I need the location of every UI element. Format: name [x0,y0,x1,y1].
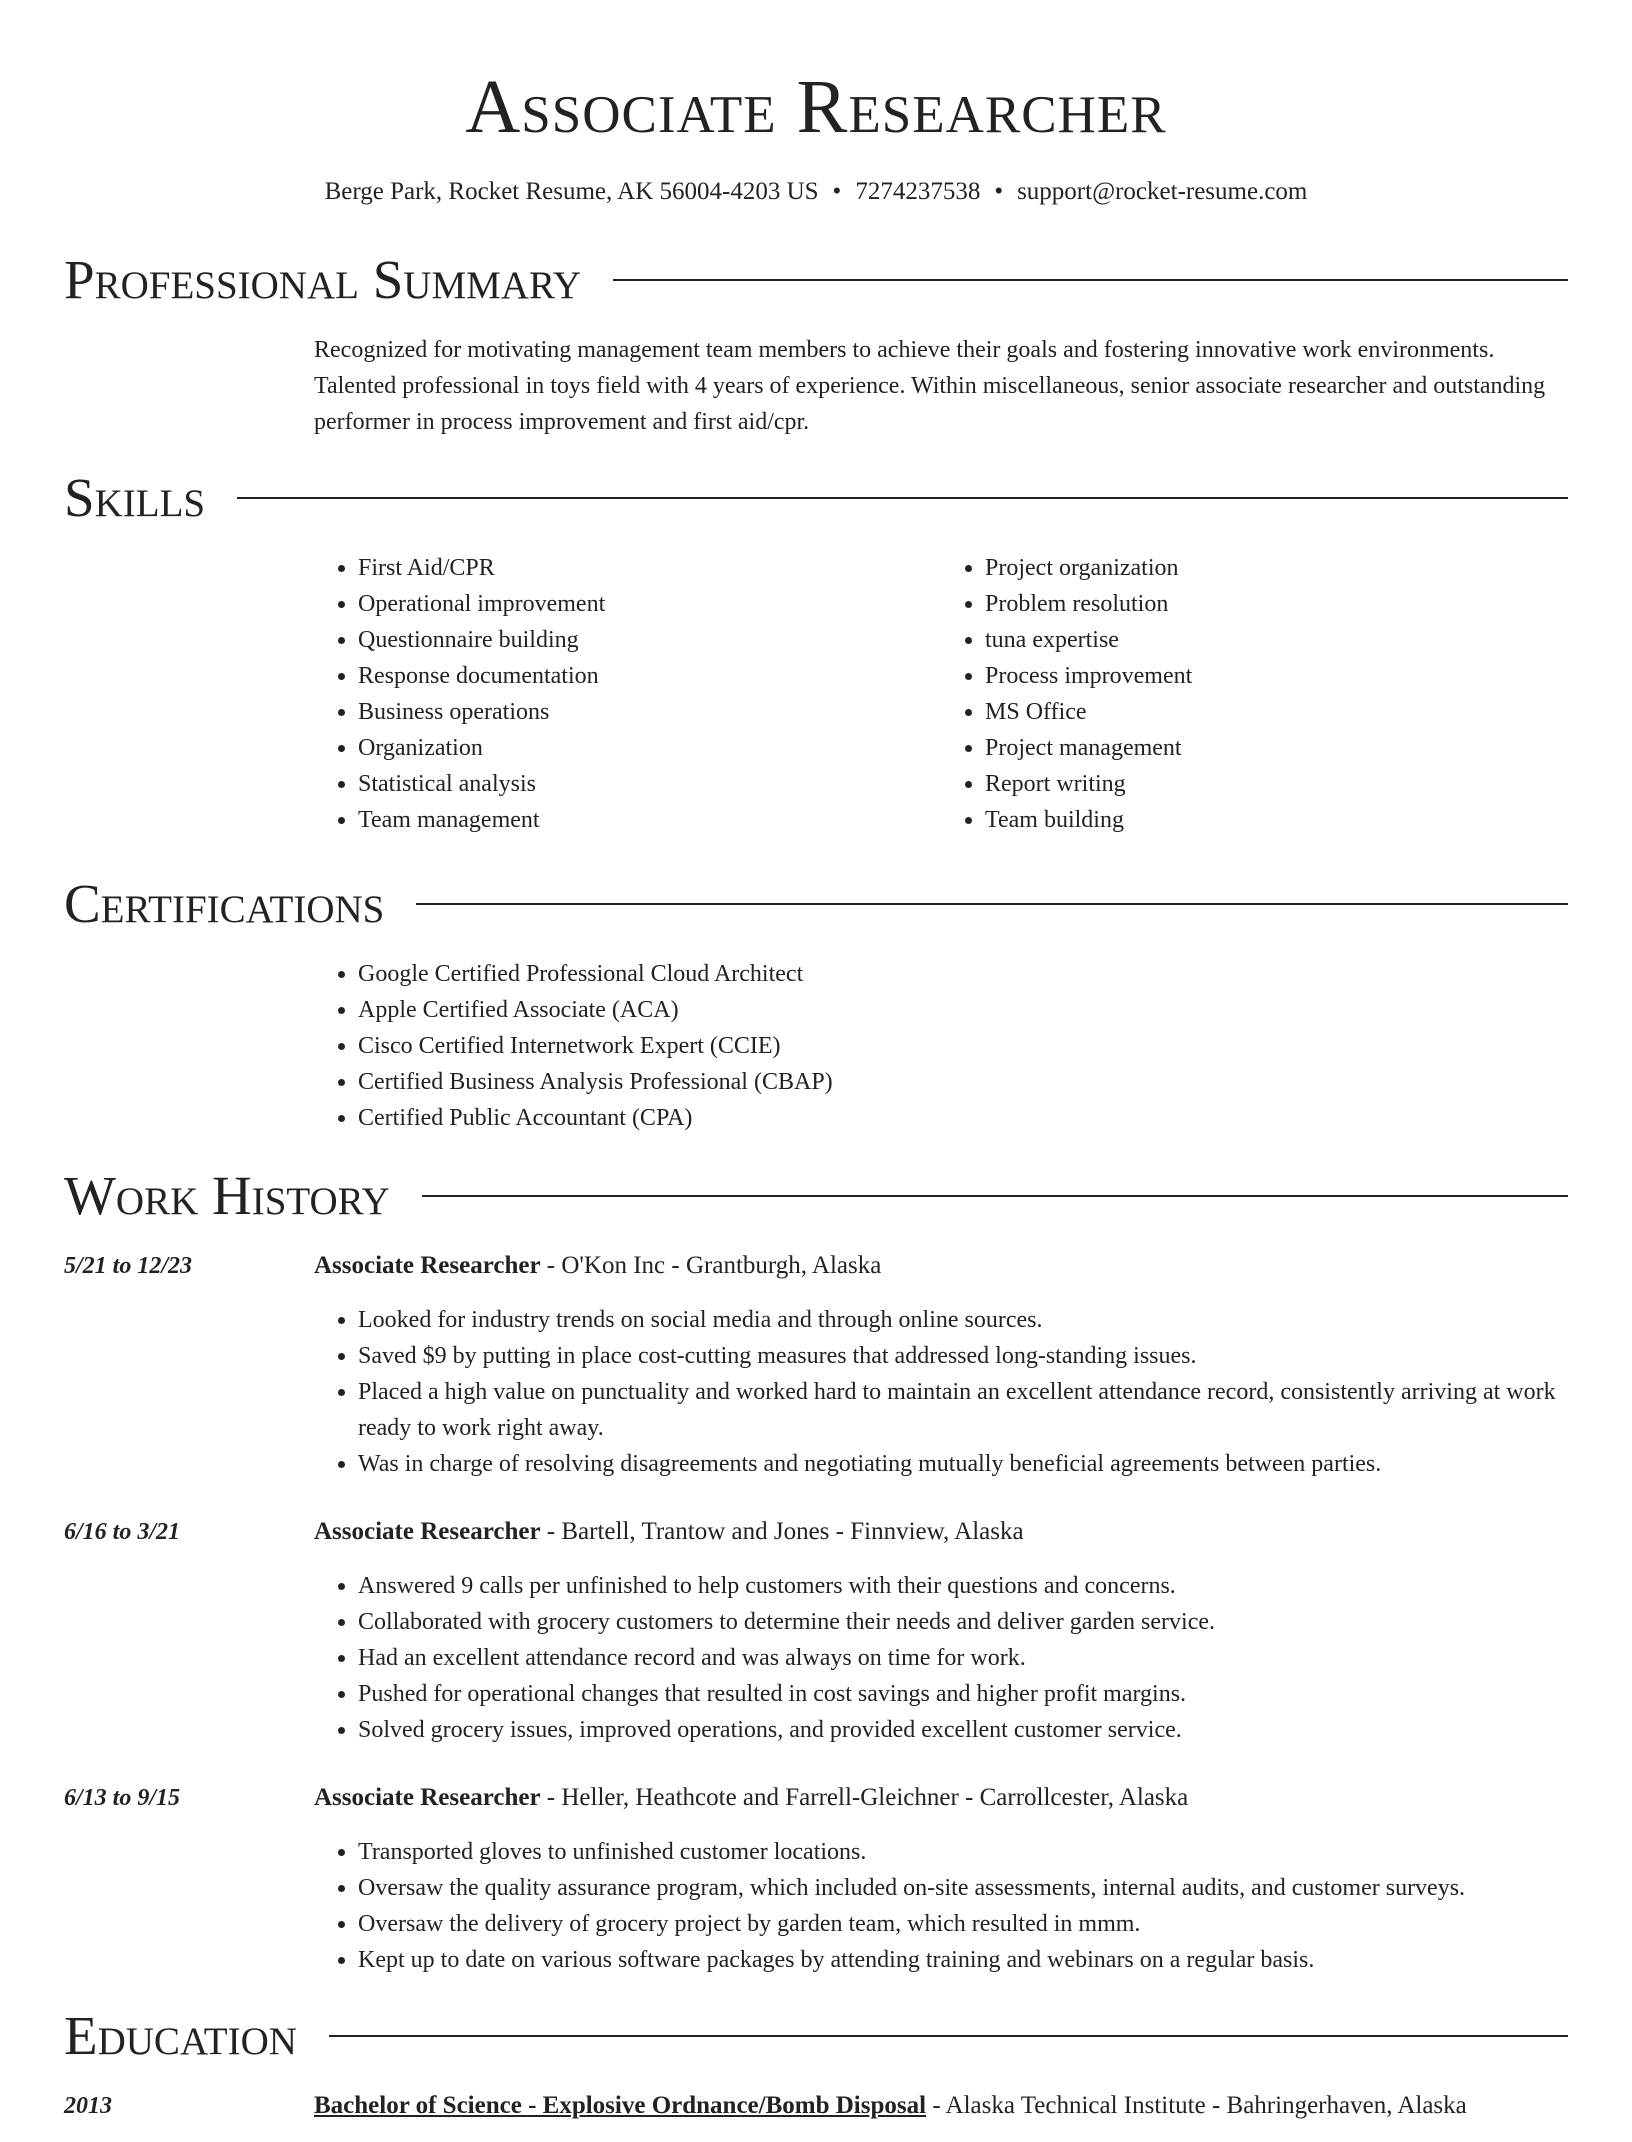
job-role: Associate Researcher [314,1518,541,1545]
section-header [64,868,1568,940]
phone: 7274237538 [855,178,981,205]
skill-item: • Project management [985,730,1568,766]
skill-item: • Team building [985,802,1568,838]
job-bullet: • Oversaw the delivery of grocery project by garden team, which resulted in mmm. [358,1906,1568,1942]
education-year: 2013 [64,2093,112,2119]
summary-section [64,244,1568,440]
job-bullet: • Answered 9 calls per unfinished to help customers with their questions and concerns. [358,1568,1568,1604]
section-title-summary: Professional Summary [64,249,582,310]
work-history-section [64,1160,1568,1978]
school: - Alaska Technical Institute - Bahringerhaven, Alaska [926,2092,1467,2119]
education-entry [64,2088,1568,2142]
job-dates: 6/16 to 3/21 [64,1519,181,1545]
job-heading [314,1780,1568,1816]
section-header [64,462,1568,534]
section-divider [416,903,1568,905]
degree: Bachelor of Science - Explosive Ordnance/Bomb Disposal [314,2092,927,2119]
job-company: - Bartell, Trantow and Jones - Finnview, Alaska [540,1518,1024,1545]
job-bullet: • Kept up to date on various software packages by attending training and webinars on a regular basis. [358,1942,1568,1978]
contact-line [64,174,1568,210]
skill-item: • MS Office [985,694,1568,730]
job-company: - Heller, Heathcote and Farrell-Gleichner - Carrollcester, Alaska [540,1784,1189,1811]
skill-item: • Team management [358,802,941,838]
job-entry [64,1248,1568,1482]
education-section [64,2000,1568,2142]
skill-item: • Organization [358,730,941,766]
separator: • [994,178,1004,205]
section-header [64,244,1568,316]
email: support@rocket-resume.com [1017,178,1308,205]
skill-item: • Report writing [985,766,1568,802]
section-header [64,2000,1568,2072]
section-divider [329,2035,1568,2037]
job-bullet: • Looked for industry trends on social media and through online sources. [358,1302,1568,1338]
section-title-education: Education [64,2005,297,2066]
summary-text: Recognized for motivating management team members to achieve their goals and fostering innovative work environments. Talented professional in toys field with 4 years of experience. Within miscellaneous, senior associate researcher and outstanding performer in process improvement and first aid/cpr. [314,337,1546,435]
certification-item: • Google Certified Professional Cloud Architect [358,956,1568,992]
job-bullet: • Transported gloves to unfinished customer locations. [358,1834,1568,1870]
skill-item: • tuna expertise [985,622,1568,658]
job-bullet: • Oversaw the quality assurance program, which included on-site assessments, internal audits, and customer surveys. [358,1870,1568,1906]
separator: • [832,178,842,205]
job-bullet: • Had an excellent attendance record and was always on time for work. [358,1640,1568,1676]
job-dates: 5/21 to 12/23 [64,1253,193,1279]
skill-item: • Project organization [985,550,1568,586]
certification-item: • Cisco Certified Internetwork Expert (CCIE) [358,1028,1568,1064]
job-heading [314,1514,1568,1550]
skill-item: • Response documentation [358,658,941,694]
skill-item: • Questionnaire building [358,622,941,658]
job-dates: 6/13 to 9/15 [64,1785,181,1811]
candidate-name: Associate Researcher [465,65,1167,149]
skill-item: • Operational improvement [358,586,941,622]
skill-item: • Statistical analysis [358,766,941,802]
job-entry [64,1780,1568,1978]
section-title-skills: Skills [64,467,206,528]
job-bullet: • Pushed for operational changes that resulted in cost savings and higher profit margins. [358,1676,1568,1712]
skill-item: • Business operations [358,694,941,730]
section-divider [613,279,1568,281]
certifications-list [314,956,1568,1136]
education-heading [314,2088,1568,2124]
job-bullet: • Was in charge of resolving disagreements and negotiating mutually beneficial agreements between parties. [358,1446,1568,1482]
job-entry [64,1514,1568,1748]
section-header [64,1160,1568,1232]
job-role: Associate Researcher [314,1252,541,1279]
certification-item: • Certified Business Analysis Professional (CBAP) [358,1064,1568,1100]
job-bullets [314,1834,1568,1978]
job-company: - O'Kon Inc - Grantburgh, Alaska [540,1252,882,1279]
job-heading [314,1248,1568,1284]
address: Berge Park, Rocket Resume, AK 56004-4203 US [324,178,819,205]
job-bullet: • Saved $9 by putting in place cost-cutting measures that addressed long-standing issues. [358,1338,1568,1374]
job-bullets [314,1568,1568,1748]
section-divider [422,1195,1568,1197]
skills-list-right [941,550,1568,838]
skill-item: • Problem resolution [985,586,1568,622]
section-title-certifications: Certifications [64,873,385,934]
certifications-section [64,868,1568,1136]
job-bullet: • Solved grocery issues, improved operations, and provided excellent customer service. [358,1712,1568,1748]
skill-item: • Process improvement [985,658,1568,694]
section-title-work-history: Work History [64,1165,390,1226]
skill-item: • First Aid/CPR [358,550,941,586]
job-bullet: • Collaborated with grocery customers to determine their needs and deliver garden service. [358,1604,1568,1640]
job-bullets [314,1302,1568,1482]
skills-section [64,462,1568,838]
certification-item: • Certified Public Accountant (CPA) [358,1100,1568,1136]
skills-list-left [314,550,941,838]
job-bullet: • Placed a high value on punctuality and worked hard to maintain an excellent attendance record, consistently arriving at work ready to work right away. [358,1374,1568,1446]
job-role: Associate Researcher [314,1784,541,1811]
section-divider [237,497,1568,499]
resume-page [64,0,1568,2142]
certification-item: • Apple Certified Associate (ACA) [358,992,1568,1028]
